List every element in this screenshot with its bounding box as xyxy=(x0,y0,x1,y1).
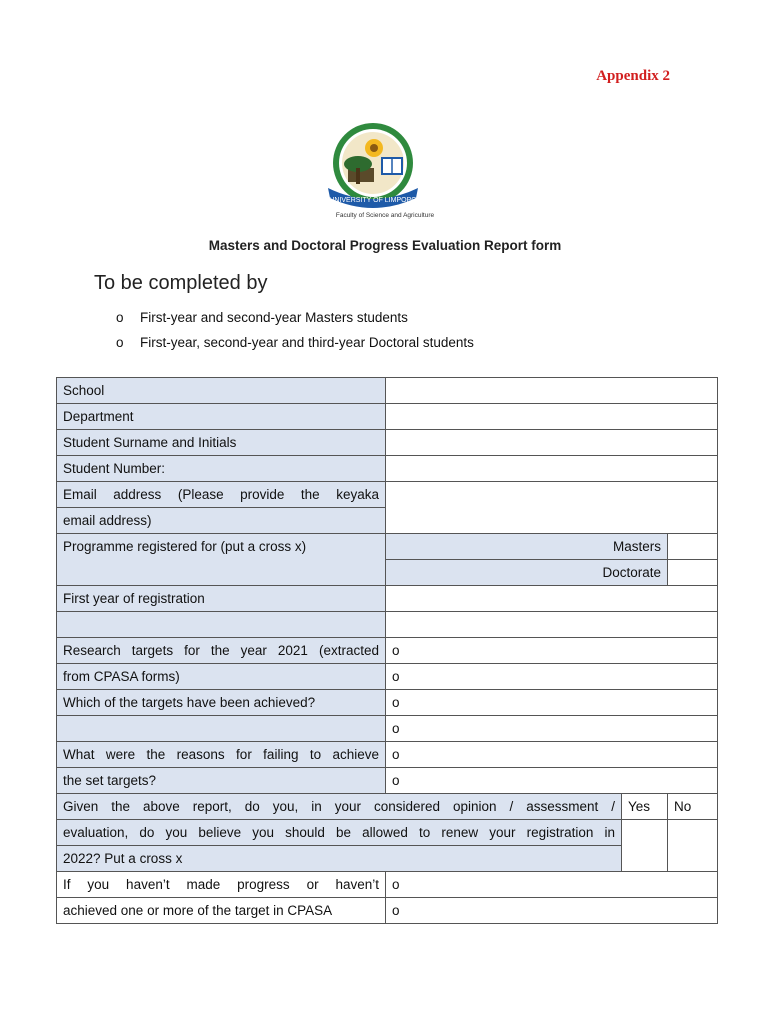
yes-checkbox[interactable] xyxy=(622,820,668,872)
table-row xyxy=(57,534,718,560)
targets-bullet[interactable]: o xyxy=(386,638,718,664)
surname-field[interactable] xyxy=(386,430,718,456)
masters-label: Masters xyxy=(386,534,668,560)
no-progress-label: If you haven’t made progress or haven’t xyxy=(57,872,386,898)
evaluation-table xyxy=(56,377,718,924)
reasons-bullet[interactable]: o xyxy=(386,768,718,794)
table-row xyxy=(57,456,718,482)
table-row xyxy=(57,716,718,742)
achieved-label-cont xyxy=(57,716,386,742)
table-row xyxy=(57,690,718,716)
table-row xyxy=(57,742,718,768)
table-row xyxy=(57,586,718,612)
list-item xyxy=(116,335,474,360)
blank-field[interactable] xyxy=(386,612,718,638)
list-item-text: First-year and second-year Masters students xyxy=(140,310,408,325)
yes-header: Yes xyxy=(622,794,668,820)
school-field[interactable] xyxy=(386,378,718,404)
first-year-label: First year of registration xyxy=(57,586,386,612)
targets-label: Research targets for the year 2021 (extracted xyxy=(57,638,386,664)
achieved-bullet[interactable]: o xyxy=(386,716,718,742)
table-row xyxy=(57,482,718,508)
student-number-field[interactable] xyxy=(386,456,718,482)
faculty-name: Faculty of Science and Agriculture xyxy=(335,212,435,219)
university-logo xyxy=(318,118,428,218)
table-row xyxy=(57,664,718,690)
masters-checkbox[interactable] xyxy=(668,534,718,560)
table-row xyxy=(57,768,718,794)
no-header: No xyxy=(668,794,718,820)
table-row xyxy=(57,404,718,430)
form-title: Masters and Doctoral Progress Evaluation Report form xyxy=(208,238,562,253)
table-row xyxy=(57,898,718,924)
email-label-cont: email address) xyxy=(57,508,386,534)
department-label: Department xyxy=(57,404,386,430)
blank-label xyxy=(57,612,386,638)
school-label: School xyxy=(57,378,386,404)
no-progress-label-cont: achieved one or more of the target in CPASA xyxy=(57,898,386,924)
bullet-glyph: o xyxy=(116,310,124,325)
department-field[interactable] xyxy=(386,404,718,430)
no-progress-bullet[interactable]: o xyxy=(386,872,718,898)
doctorate-label: Doctorate xyxy=(386,560,668,586)
completion-list xyxy=(116,310,474,360)
achieved-bullet[interactable]: o xyxy=(386,690,718,716)
table-row xyxy=(57,612,718,638)
table-row xyxy=(57,430,718,456)
no-progress-bullet[interactable]: o xyxy=(386,898,718,924)
table-row xyxy=(57,846,718,872)
renewal-question-cont: evaluation, do you believe you should be allowed to renew your registration in xyxy=(57,820,622,846)
student-number-label: Student Number: xyxy=(57,456,386,482)
appendix-label: Appendix 2 xyxy=(596,68,670,84)
table-row xyxy=(57,794,718,820)
renewal-question: Given the above report, do you, in your considered opinion / assessment / xyxy=(57,794,622,820)
email-label: Email address (Please provide the keyaka xyxy=(57,482,386,508)
bullet-glyph: o xyxy=(116,335,124,350)
logo-banner-text: UNIVERSITY OF LIMPOPO xyxy=(329,197,417,204)
renewal-question-end: 2022? Put a cross x xyxy=(57,846,622,872)
targets-label-cont: from CPASA forms) xyxy=(57,664,386,690)
programme-label: Programme registered for (put a cross x) xyxy=(57,534,386,586)
doctorate-checkbox[interactable] xyxy=(668,560,718,586)
targets-bullet[interactable]: o xyxy=(386,664,718,690)
no-checkbox[interactable] xyxy=(668,820,718,872)
email-field[interactable] xyxy=(386,482,718,534)
reasons-label: What were the reasons for failing to achieve xyxy=(57,742,386,768)
table-row xyxy=(57,820,718,846)
table-row xyxy=(57,638,718,664)
reasons-label-cont: the set targets? xyxy=(57,768,386,794)
to-be-completed-heading: To be completed by xyxy=(94,272,268,294)
list-item xyxy=(116,310,474,335)
list-item-text: First-year, second-year and third-year Doctoral students xyxy=(140,335,474,350)
table-row xyxy=(57,378,718,404)
surname-label: Student Surname and Initials xyxy=(57,430,386,456)
achieved-label: Which of the targets have been achieved? xyxy=(57,690,386,716)
table-row xyxy=(57,872,718,898)
reasons-bullet[interactable]: o xyxy=(386,742,718,768)
first-year-field[interactable] xyxy=(386,586,718,612)
